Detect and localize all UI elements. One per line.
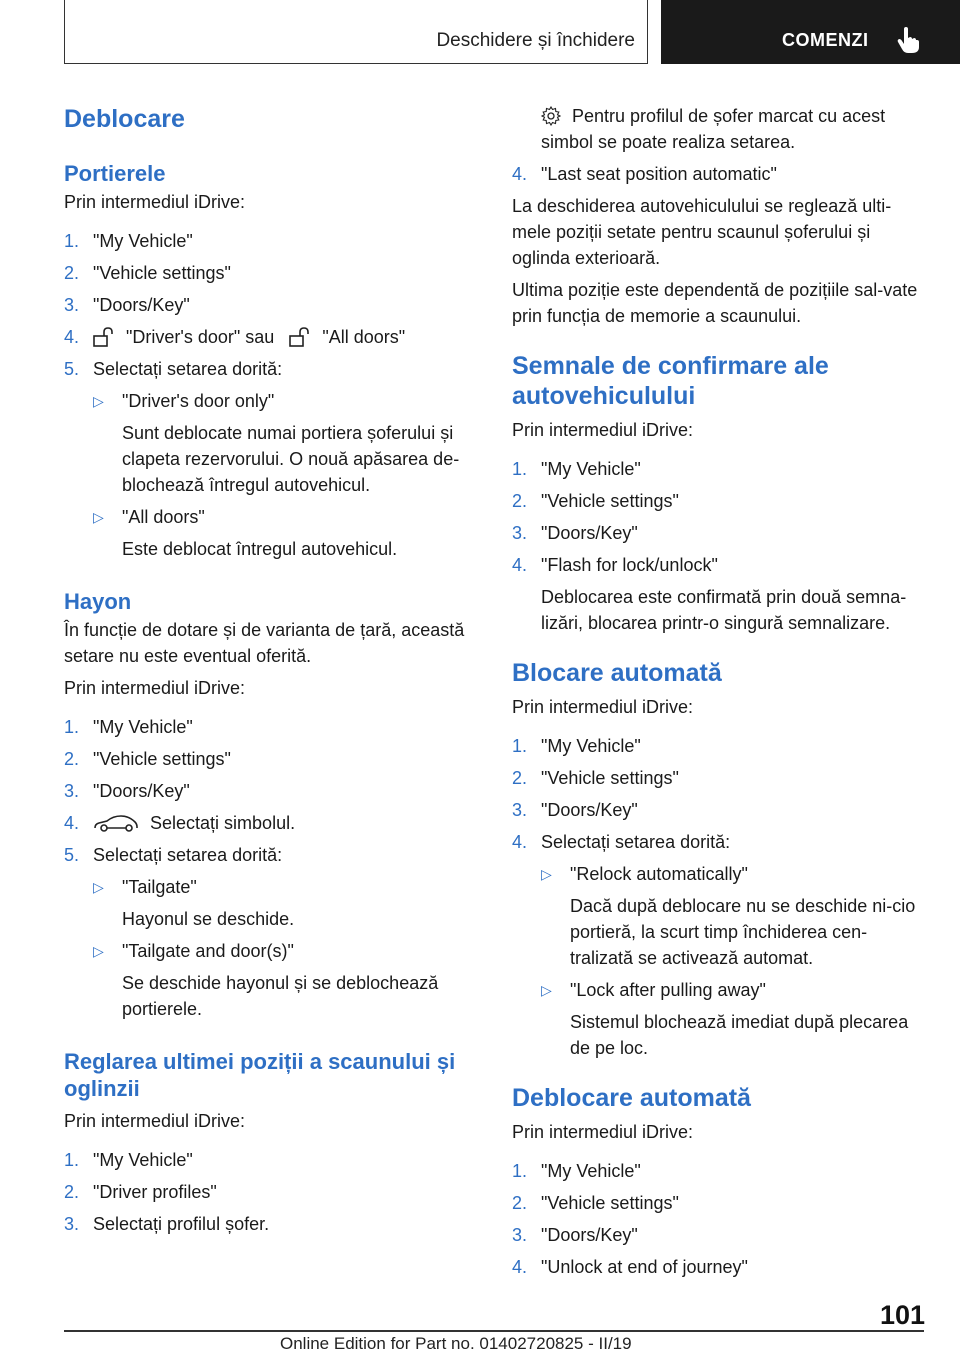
triangle-bullet-icon: ▷ — [541, 866, 552, 882]
car-tailgate-icon — [93, 813, 139, 833]
heading-reglarea: Reglarea ultimei poziții a scaunului și oglinzii — [64, 1049, 456, 1101]
list-item: 2. "Vehicle settings" — [64, 749, 231, 769]
list-item: 5. Selectați setarea dorită: — [64, 359, 283, 379]
right-column — [512, 103, 927, 1280]
sub-option-desc: Dacă după deblocare nu se deschide ni-cio portieră, la scurt timp închiderea cen-tralizată se activează automat. — [570, 896, 916, 968]
list-item: 2. "Driver profiles" — [64, 1182, 217, 1202]
sub-option: ▷ "Driver's door only" — [93, 388, 479, 414]
heading-deblocare-automata: Deblocare automată — [512, 1084, 751, 1112]
page-number: 101 — [880, 1300, 926, 1330]
via-idrive: Prin intermediul iDrive: — [512, 420, 694, 440]
sub-option-desc: Sistemul blochează imediat după plecarea de pe loc. — [570, 1012, 909, 1058]
sub-option: ▷ "Relock automatically" — [541, 861, 927, 887]
profile-note: Pentru profilul de șofer marcat cu acest simbol se poate realiza setarea. — [541, 106, 886, 152]
list-item: 1. "My Vehicle" — [64, 1150, 193, 1170]
list-item: 1. "My Vehicle" — [64, 717, 193, 737]
sub-option: ▷ "Lock after pulling away" — [541, 977, 927, 1003]
header-section-box — [64, 0, 648, 64]
gear-icon — [541, 106, 561, 126]
list-item: 4. Selectați setarea dorită: — [512, 832, 731, 852]
triangle-bullet-icon: ▷ — [93, 943, 104, 959]
heading-hayon: Hayon — [64, 589, 132, 614]
list-item: 4. "Last seat position automatic" — [512, 164, 777, 184]
sub-option: ▷ "All doors" — [93, 504, 479, 530]
sub-option-desc: Se deschide hayonul și se deblochează portierele. — [122, 973, 439, 1019]
triangle-bullet-icon: ▷ — [541, 982, 552, 998]
list-item: 1. "My Vehicle" — [64, 231, 193, 251]
list-item: 2. "Vehicle settings" — [512, 491, 679, 511]
list-item: 3. "Doors/Key" — [512, 523, 638, 543]
list-item: 2. "Vehicle settings" — [512, 768, 679, 788]
unlock-icon — [289, 327, 311, 347]
heading-deblocare: Deblocare — [64, 105, 185, 133]
list-item: 3. "Doors/Key" — [512, 800, 638, 820]
paragraph: La deschiderea autovehiculului se reglează ulti-mele poziții setate pentru scaunul șoferului și oglinda exterioară. — [512, 196, 892, 268]
hand-pointer-icon — [895, 26, 921, 54]
list-item: 3. "Doors/Key" — [64, 295, 190, 315]
sub-option: ▷ "Tailgate" — [93, 874, 479, 900]
left-column — [64, 100, 479, 1237]
list-item: 4. Selectați simbolul. — [64, 813, 296, 833]
heading-portierele: Portierele — [64, 161, 166, 186]
sub-option: ▷ "Tailgate and door(s)" — [93, 938, 479, 964]
paragraph: Ultima poziție este dependentă de pozițiile sal-vate prin funcția de memorie a scaunului. — [512, 280, 918, 326]
sub-option-desc: Sunt deblocate numai portiera șoferului și clapeta rezervorului. O nouă apăsarea de-blochează întregul autovehicul. — [122, 423, 460, 495]
list-item: 4. "Unlock at end of journey" — [512, 1257, 748, 1277]
hayon-note: În funcție de dotare și de varianta de țară, această setare nu este eventual oferită. — [64, 620, 465, 666]
triangle-bullet-icon: ▷ — [93, 509, 104, 525]
chapter-label: COMENZI — [782, 30, 869, 50]
list-item: 4. "Driver's door" sau "All doors" — [64, 327, 406, 347]
list-item: 2. "Vehicle settings" — [64, 263, 231, 283]
list-item: 3. "Doors/Key" — [512, 1225, 638, 1245]
list-item: 3. "Doors/Key" — [64, 781, 190, 801]
step-desc: Deblocarea este confirmată prin două semna-lizări, blocarea printr-o singură semnalizare. — [541, 587, 907, 633]
via-idrive: Prin intermediul iDrive: — [64, 678, 246, 698]
heading-blocare: Blocare automată — [512, 659, 722, 687]
triangle-bullet-icon: ▷ — [93, 879, 104, 895]
list-item: 1. "My Vehicle" — [512, 459, 641, 479]
footer-divider — [64, 1330, 924, 1332]
list-item: 5. Selectați setarea dorită: — [64, 845, 283, 865]
via-idrive: Prin intermediul iDrive: — [512, 697, 694, 717]
chapter-tab[interactable] — [661, 0, 960, 64]
triangle-bullet-icon: ▷ — [93, 393, 104, 409]
section-title: Deschidere și închidere — [436, 30, 635, 51]
list-item: 1. "My Vehicle" — [512, 736, 641, 756]
via-idrive: Prin intermediul iDrive: — [512, 1122, 694, 1142]
sub-option-desc: Hayonul se deschide. — [122, 909, 295, 929]
via-idrive: Prin intermediul iDrive: — [64, 192, 246, 212]
heading-semnale: Semnale de confirmare ale autovehiculului — [512, 352, 829, 410]
via-idrive: Prin intermediul iDrive: — [64, 1111, 246, 1131]
list-item: 3. Selectați profilul șofer. — [64, 1214, 270, 1234]
list-item: 1. "My Vehicle" — [512, 1161, 641, 1181]
footer-edition: Online Edition for Part no. 01402720825 - II/19 — [280, 1334, 632, 1353]
list-item: 4. "Flash for lock/unlock" — [512, 555, 718, 575]
sub-option-desc: Este deblocat întregul autovehicul. — [122, 539, 398, 559]
unlock-icon — [93, 327, 115, 347]
list-item: 2. "Vehicle settings" — [512, 1193, 679, 1213]
